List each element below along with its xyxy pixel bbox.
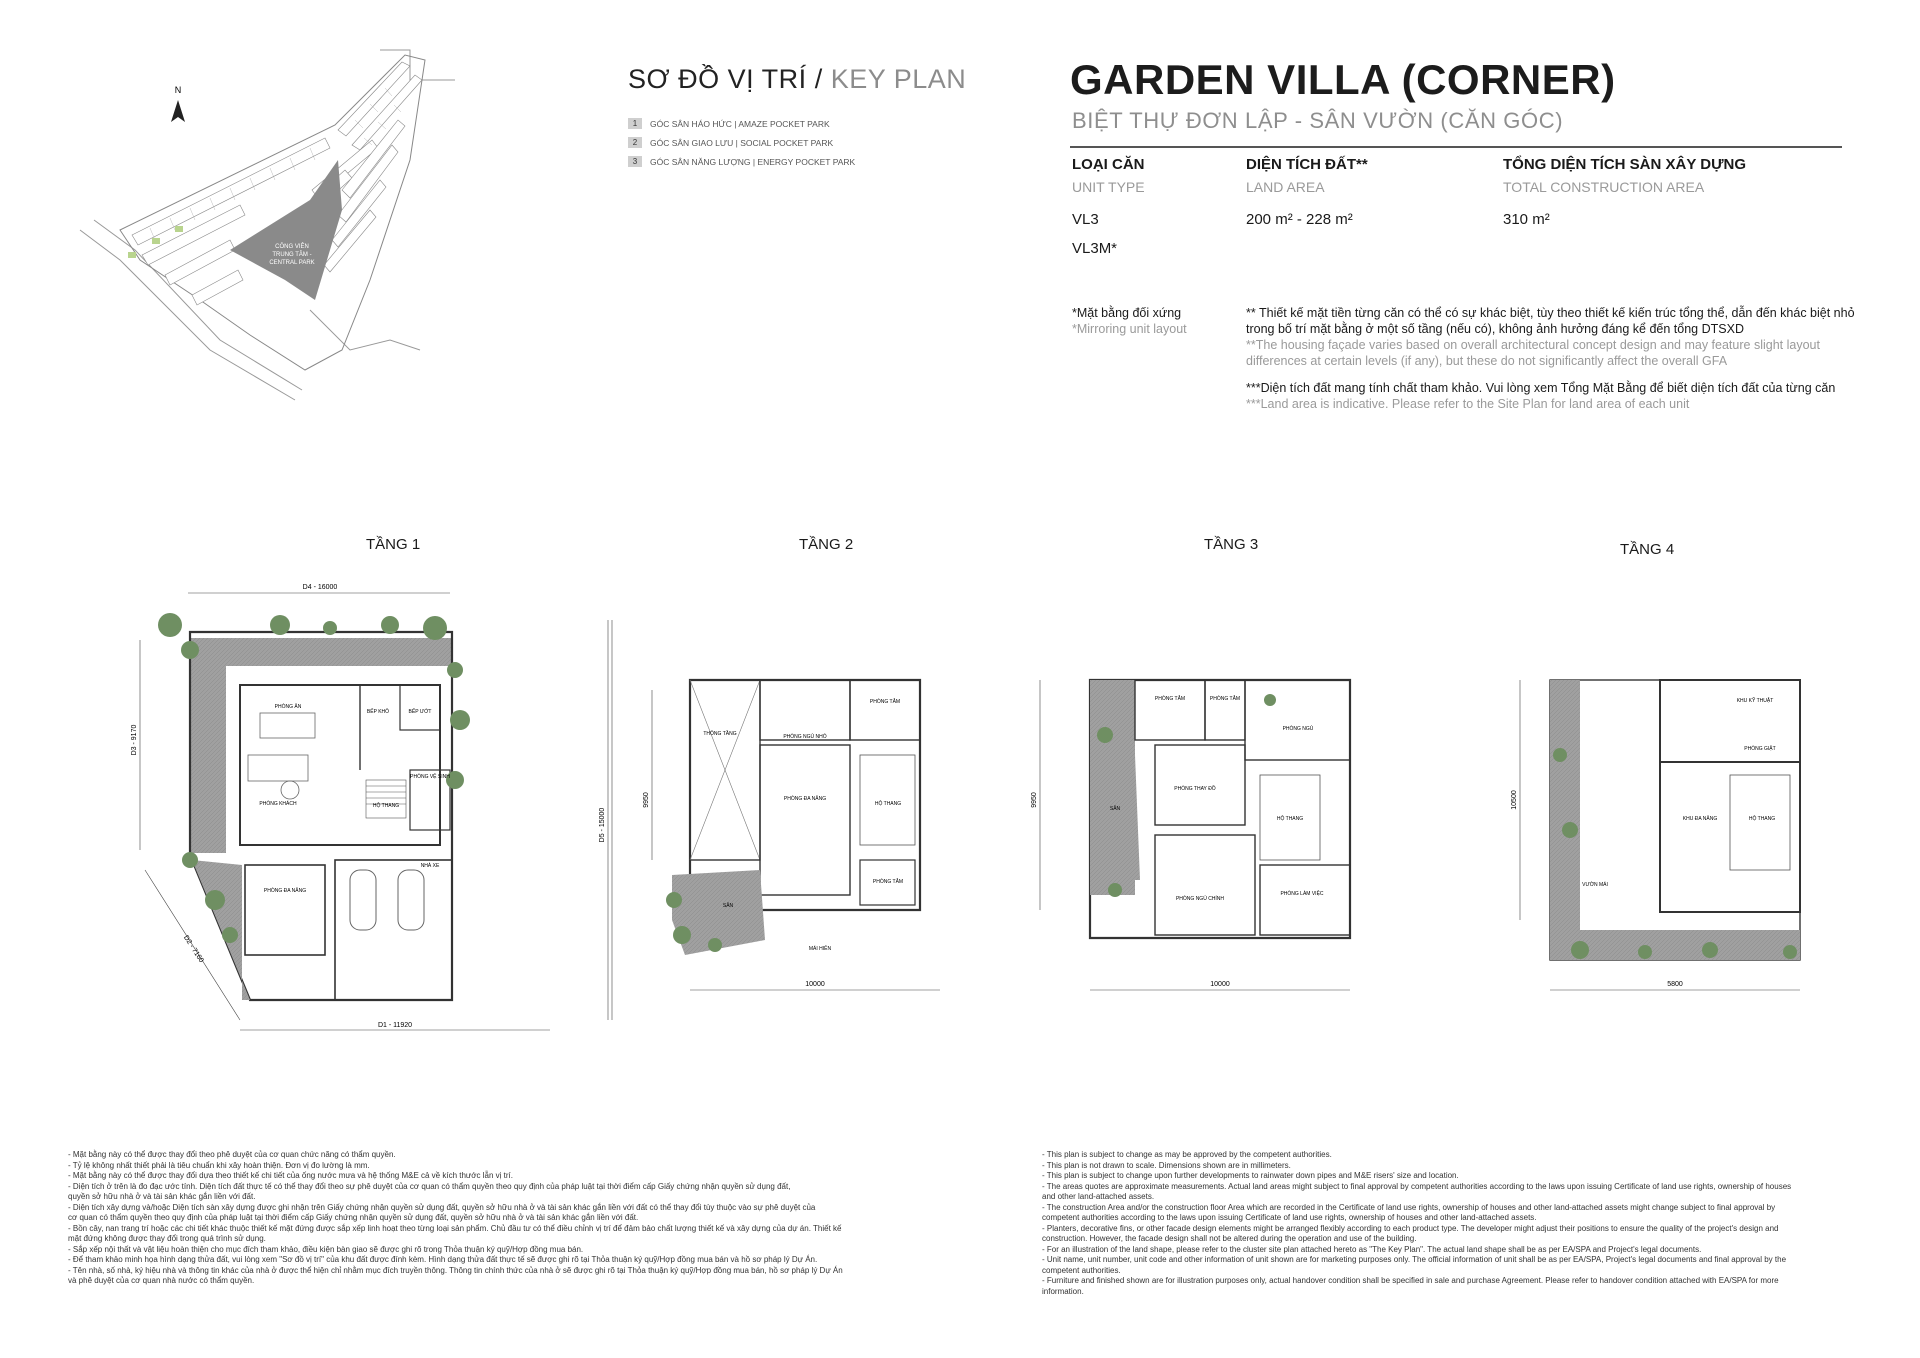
land-area-value: 200 m² - 228 m² <box>1246 211 1353 228</box>
dim-left: 9950 <box>643 792 650 808</box>
room-label: HỘ THANG <box>1276 816 1304 822</box>
room-label: PHÒNG GIẶT <box>1744 746 1776 752</box>
footnote-line: construction. However, the facade design shall not be altered during the operation and use of the building. <box>1042 1234 1417 1243</box>
stair-icon <box>860 755 915 845</box>
footnote-line: and other land-attached assets. <box>1042 1192 1155 1201</box>
dim-right: D5 - 15000 <box>599 807 606 843</box>
room-label: PHÒNG ĐA NĂNG <box>263 888 307 894</box>
room-label: THÔNG TẦNG <box>703 731 737 737</box>
legend-number: 2 <box>628 137 642 148</box>
construction-area-subheading: TOTAL CONSTRUCTION AREA <box>1503 179 1705 195</box>
room-label: KHU ĐA NĂNG <box>1682 816 1718 822</box>
floor-3-plan <box>1020 660 1390 1040</box>
footnote-line: - This plan is subject to change upon further developments to rainwater down pipes and M&E risers' size and location. <box>1042 1171 1459 1180</box>
legend-label: GÓC SÂN NĂNG LƯỢNG | ENERGY POCKET PARK <box>650 156 856 167</box>
car-icon <box>398 870 424 930</box>
room-label: KHU KỸ THUẬT <box>1736 698 1774 704</box>
sofa-icon <box>248 755 308 781</box>
dim-top: D4 - 16000 <box>302 584 338 591</box>
north-arrow-icon <box>171 85 185 122</box>
key-plan-legend <box>628 114 855 171</box>
highlight-unit <box>152 238 160 244</box>
dim-left: D3 - 9170 <box>131 724 138 756</box>
legend-item <box>628 133 855 152</box>
construction-area-heading: TỔNG DIỆN TÍCH SÀN XÂY DỰNG <box>1503 156 1747 173</box>
dim-bottom: 10000 <box>805 981 825 988</box>
dim-bottom: D1 - 11920 <box>377 1022 413 1029</box>
floor-4-label: TẦNG 4 <box>1620 541 1675 558</box>
dim-left: 9950 <box>1031 792 1038 808</box>
unit-type-value: VL3M* <box>1072 240 1118 257</box>
stair-icon <box>366 780 406 818</box>
room-label: SÂN <box>1109 806 1121 812</box>
room-label: SÂN <box>722 903 734 909</box>
room-label: BẾP KHÔ <box>366 709 390 715</box>
side-terrace <box>190 638 226 853</box>
legend-number: 3 <box>628 156 642 167</box>
key-plan-title-vi: SƠ ĐỒ VỊ TRÍ <box>628 64 807 94</box>
footnote-line: - This plan is subject to change as may be approved by the competent authorities. <box>1042 1150 1332 1159</box>
land-area-column <box>1246 156 1368 228</box>
land-area-note-vi: ***Diện tích đất mang tính chất tham khảo. Vui lòng xem Tổng Mặt Bằng để biết diện tích đất của từng căn <box>1246 381 1836 395</box>
room-label: VƯỜN MÁI <box>1582 882 1608 888</box>
land-area-subheading: LAND AREA <box>1246 179 1325 195</box>
north-label: N <box>174 85 182 95</box>
construction-area-column <box>1503 156 1746 228</box>
unit-title: GARDEN VILLA (CORNER) <box>1070 56 1616 103</box>
facade-note-vi: ** Thiết kế mặt tiền từng căn có thể có sự khác biệt, tùy theo thiết kế kiến trúc tổng thể, dẫn đến khác biệt nhỏ <box>1246 306 1855 320</box>
room-label: PHÒNG TẮM <box>1154 696 1186 702</box>
room-label: PHÒNG KHÁCH <box>259 801 297 807</box>
room-label: HỘ THANG <box>874 801 902 807</box>
land-area-note-en: ***Land area is indicative. Please refer to the Site Plan for land area of each unit <box>1246 397 1690 411</box>
car-icon <box>350 870 376 930</box>
footnotes-vi <box>68 1150 908 1287</box>
plant-icons <box>1553 748 1797 959</box>
room-label: PHÒNG TẮM <box>872 879 904 885</box>
room-label: PHÒNG LÀM VIỆC <box>1280 891 1324 897</box>
footnote-line: competent authorities according to the laws upon issuing Certificate of land use rights, ownership of houses and other land-attached assets. <box>1042 1213 1537 1222</box>
unit-subtitle: BIỆT THỰ ĐƠN LẬP - SÂN VƯỜN (CĂN GÓC) <box>1072 108 1564 133</box>
construction-area-value: 310 m² <box>1503 211 1550 228</box>
unit-type-column <box>1072 156 1145 257</box>
central-park-label-2: TRUNG TÂM - <box>272 252 312 258</box>
footnote-line: - Tên nhà, số nhà, ký hiệu nhà và thông tin khác của nhà ở được thể hiện chỉ nhằm mục đích truyền thông. Thông tin chính thức của nhà ở sẽ được ghi rõ tại Thỏa thuận ký quỹ/Hợp đồng mua bán, hồ sơ pháp lý Dự Án <box>68 1265 843 1275</box>
unit-type-value: VL3 <box>1072 211 1099 228</box>
footnote-line: - The areas quotes are approximate measurements. Actual land areas might subject to final approval by competent authorities according to the laws upon issuing Certificate of land use rights, ownership of houses <box>1042 1181 1792 1191</box>
mirror-note <box>1072 305 1187 337</box>
floor-1-plan <box>130 580 606 1040</box>
central-park-label-1: CÔNG VIÊN <box>275 244 309 250</box>
footnote-line: quyền sở hữu nhà ở và tài sản khác gắn liền với đất. <box>68 1192 256 1201</box>
room-label: MÁI HIÊN <box>808 946 832 952</box>
dim-diagonal: D2 - 7160 <box>181 934 205 964</box>
legend-label: GÓC SÂN HÁO HỨC | AMAZE POCKET PARK <box>650 118 830 129</box>
dim-bottom: 10000 <box>1210 981 1230 988</box>
terrace <box>190 638 452 666</box>
dim-bottom: 5800 <box>1667 981 1683 988</box>
footnote-line: information. <box>1042 1286 1084 1296</box>
central-park-label-3: CENTRAL PARK <box>269 260 315 266</box>
highlight-unit <box>175 226 183 232</box>
footnote-line: cơ quan có thẩm quyền theo quy định của pháp luật tại thời điểm cấp Giấy chứng nhận quyền sử dụng đất, quyền sở hữu nhà ở và tài sản khác gắn liền với đất. <box>68 1213 639 1222</box>
legend-label: GÓC SÂN GIAO LƯU | SOCIAL POCKET PARK <box>650 137 834 148</box>
legend-item <box>628 114 855 133</box>
room-label: PHÒNG THAY ĐỒ <box>1174 786 1216 792</box>
footnote-line: - Diện tích ở trên là đo đạc ước tính. Diện tích đất thực tế có thể thay đổi theo sự phê duyệt của cơ quan có thẩm quyền theo quy định của pháp luật tại thời điểm cấp Giấy chứng nhận quyền sử dụng đất, <box>68 1181 791 1191</box>
room-label: NHÀ XE <box>420 863 440 869</box>
dim-left: 10500 <box>1511 790 1518 810</box>
facade-note-en: differences at certain levels (if any), but these do not significantly affect the overall GFA <box>1246 354 1728 368</box>
room-label: PHÒNG NGỦ NHỎ <box>783 734 827 740</box>
room-label: PHÒNG TẮM <box>869 699 901 705</box>
room-label: PHÒNG NGỦ CHÍNH <box>1175 896 1225 902</box>
floor-2-plan <box>610 660 940 1040</box>
footnote-line: - Mặt bằng này có thể được thay đổi dựa theo thiết kế chi tiết của ống nước mưa và hệ thống M&E cả về kích thước lẫn vị trí. <box>68 1171 513 1180</box>
footnote-line: - This plan is not drawn to scale. Dimensions shown are in millimeters. <box>1042 1160 1291 1170</box>
footnote-line: - For an illustration of the land shape, please refer to the cluster site plan attached hereto as "The Key Plan". The actual land shape shall be as per EA/SPA and Project's legal documents. <box>1042 1244 1702 1254</box>
footnote-line: - Unit name, unit number, unit code and other information of unit shown are for marketing purposes only. The official information of unit shall be as per EA/SPA, Project's legal documents and final approval by the <box>1042 1255 1787 1264</box>
land-area-note <box>1246 380 1835 412</box>
footnote-line: - Bồn cây, nan trang trí hoặc các chi tiết khác thuộc thiết kế mặt đứng được sắp xếp linh hoạt theo từng loại sản phẩm. Chủ đầu tư có thể điều chỉnh vị trí để đảm bảo chất lượng thiết kế và xây dựng của dự án. Thiết kế <box>68 1223 842 1233</box>
facade-note-en: **The housing façade varies based on overall architectural concept design and may feature slight layout <box>1246 338 1820 352</box>
key-plan-map <box>80 50 460 430</box>
floor-2-label: TẦNG 2 <box>799 536 854 553</box>
key-plan-title-en: KEY PLAN <box>830 64 967 94</box>
room-label: HỘ THANG <box>372 803 400 809</box>
footnotes-en <box>1042 1150 1882 1297</box>
legend-item <box>628 152 855 171</box>
unit-type-heading: LOẠI CĂN <box>1072 156 1145 173</box>
footnote-line: - Mặt bằng này có thể được thay đổi theo phê duyệt của cơ quan chức năng có thẩm quyền. <box>68 1150 396 1159</box>
floor-4-plan <box>1500 660 1820 1040</box>
footnote-line: - Planters, decorative fins, or other facade design elements might be arranged flexibly according to each product type. The developer might adjust their positions to ensure the quality of the project's design and <box>1042 1223 1779 1233</box>
footnote-line: - Để tham khảo minh họa hình dạng thửa đất, vui lòng xem "Sơ đồ vị trí" của khu đất được đính kèm. Hình dạng thửa đất thực tế sẽ được ghi rõ tại Thỏa thuận ký quỹ/Hợp đồng mua bán và hồ sơ pháp lý Dự Án. <box>68 1255 818 1264</box>
footnote-line: mặt đứng không được thay đổi trong quá trình sử dụng. <box>68 1234 266 1243</box>
facade-note-vi: trong bố trí mặt bằng ở một số tầng (nếu có), không ảnh hưởng đáng kể đến tổng DTSXD <box>1246 322 1744 336</box>
footnote-line: - Diện tích xây dựng và/hoặc Diện tích sàn xây dựng được ghi nhận trên Giấy chứng nhận quyền sử dụng đất, quyền sở hữu nhà ở và tài sản khác gắn liền với đất có thể thay đổi tùy thuộc vào sự phê duyệt của <box>68 1202 816 1212</box>
facade-note <box>1246 305 1855 369</box>
stair-icon <box>1730 775 1790 870</box>
footnote-line: - Tỷ lệ không nhất thiết phải là tiêu chuẩn khi xây hoàn thiện. Đơn vị đo lường là mm. <box>68 1160 370 1170</box>
floor-1-label: TẦNG 1 <box>366 536 421 553</box>
footnote-line: - Furniture and finished shown are for illustration purposes only, actual handover condition shall be specified in sale and purchase Agreement. Please refer to handover condition attached with EA/SPA for more <box>1042 1276 1779 1285</box>
room-label: PHÒNG VỆ SINH <box>410 774 450 780</box>
room-label: PHÒNG ĐA NĂNG <box>783 796 827 802</box>
legend-number: 1 <box>628 118 642 129</box>
dining-table-icon <box>260 713 315 738</box>
floor-3-label: TẦNG 3 <box>1204 536 1259 553</box>
footnote-line: - The construction Area and/or the construction floor Area which are recorded in the Certificate of land use rights, ownership of houses and other land-attached assets might change subject to final approval by <box>1042 1202 1776 1212</box>
room-label: BẾP ƯỚT <box>408 709 432 715</box>
room-label: HỘ THANG <box>1748 816 1776 822</box>
unit-type-subheading: UNIT TYPE <box>1072 179 1145 195</box>
key-plan-title <box>628 64 966 95</box>
room-label: PHÒNG TẮM <box>1209 696 1241 702</box>
room-label: PHÒNG NGỦ <box>1282 726 1314 732</box>
header-divider <box>1070 146 1842 148</box>
key-plan-title-sep: / <box>814 64 823 94</box>
footnote-line: competent authorities. <box>1042 1265 1121 1275</box>
land-area-heading: DIỆN TÍCH ĐẤT** <box>1246 156 1368 173</box>
mirror-note-en: *Mirroring unit layout <box>1072 322 1187 336</box>
highlight-unit <box>128 252 136 258</box>
mirror-note-vi: *Mặt bằng đối xứng <box>1072 306 1182 320</box>
room-label: PHÒNG ĂN <box>274 704 302 710</box>
footnote-line: và phê duyệt của cơ quan nhà nước có thẩm quyền. <box>68 1276 255 1285</box>
footnote-line: - Sắp xếp nội thất và vật liệu hoàn thiện cho mục đích tham khảo, điều kiện bàn giao sẽ được ghi rõ trong Thỏa thuận ký quỹ/Hợp đồng mua bán. <box>68 1244 584 1254</box>
